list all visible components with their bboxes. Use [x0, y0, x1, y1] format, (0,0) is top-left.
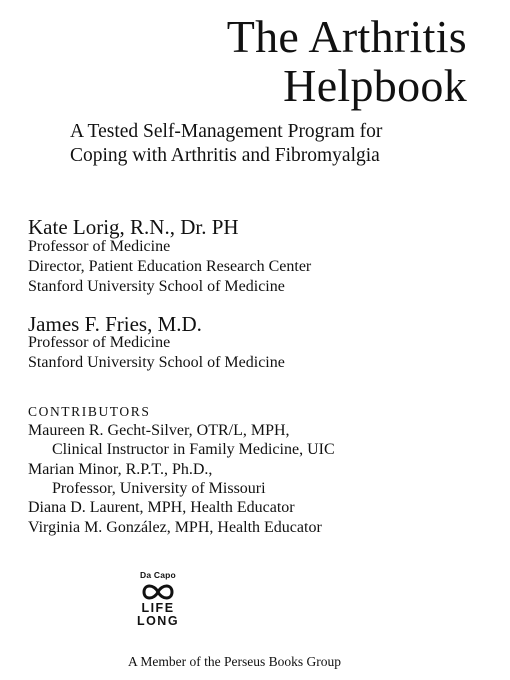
subtitle-line-2: Coping with Arthritis and Fibromyalgia: [70, 145, 380, 166]
author-affiliation: Stanford University School of Medicine: [28, 278, 285, 295]
contributor-line: Maureen R. Gecht-Silver, OTR/L, MPH,: [28, 422, 290, 439]
author-affiliation: Professor of Medicine: [28, 238, 171, 255]
contributor-line: Marian Minor, R.P.T., Ph.D.,: [28, 461, 213, 478]
infinity-icon: [141, 582, 175, 602]
logo-word-long: LONG: [136, 614, 180, 628]
contributor-line: Clinical Instructor in Family Medicine, UIC: [52, 441, 335, 458]
author-affiliation: Director, Patient Education Research Center: [28, 258, 312, 275]
author-name: Kate Lorig, R.N., Dr. PH: [28, 215, 239, 239]
contributors-heading: CONTRIBUTORS: [28, 404, 151, 419]
logo-word-life: LIFE: [141, 601, 175, 615]
subtitle-line-1: A Tested Self-Management Program for: [70, 121, 383, 142]
contributor-line: Virginia M. González, MPH, Health Educator: [28, 519, 322, 536]
book-title-line-1: The Arthritis: [226, 11, 467, 62]
publisher-logo: [128, 570, 188, 628]
logo-publisher-name: Da Capo: [140, 570, 176, 580]
book-title-line-2: Helpbook: [283, 60, 467, 111]
author-name: James F. Fries, M.D.: [28, 312, 202, 336]
contributor-line: Diana D. Laurent, MPH, Health Educator: [28, 499, 295, 516]
contributor-line: Professor, University of Missouri: [52, 480, 266, 497]
author-affiliation: Stanford University School of Medicine: [28, 354, 285, 371]
author-affiliation: Professor of Medicine: [28, 334, 171, 351]
publisher-member-text: A Member of the Perseus Books Group: [128, 654, 341, 669]
